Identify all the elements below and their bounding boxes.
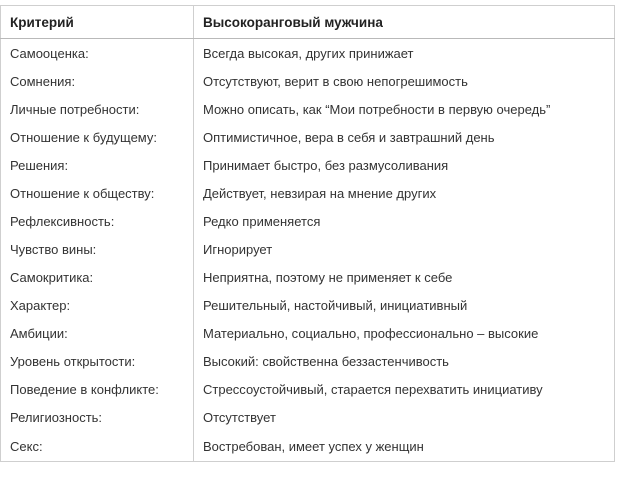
comparison-table <box>0 5 615 462</box>
description-cell: Действует, невзирая на мнение других <box>194 179 615 207</box>
criterion-cell: Амбиции: <box>1 319 194 347</box>
table-row <box>1 179 615 207</box>
description-cell: Стрессоустойчивый, старается перехватить инициативу <box>194 375 615 403</box>
description-cell: Принимает быстро, без размусоливания <box>194 151 615 179</box>
description-cell: Редко применяется <box>194 207 615 235</box>
table-row <box>1 95 615 123</box>
criterion-cell: Отношение к будущему: <box>1 123 194 151</box>
table-row <box>1 263 615 291</box>
description-cell: Материально, социально, профессионально – высокие <box>194 319 615 347</box>
criterion-cell: Уровень открытости: <box>1 347 194 375</box>
table-row <box>1 67 615 95</box>
criterion-cell: Самокритика: <box>1 263 194 291</box>
criterion-cell: Личные потребности: <box>1 95 194 123</box>
criterion-cell: Отношение к обществу: <box>1 179 194 207</box>
criterion-cell: Чувство вины: <box>1 235 194 263</box>
table-row <box>1 403 615 431</box>
description-cell: Неприятна, поэтому не применяет к себе <box>194 263 615 291</box>
description-cell: Отсутствуют, верит в свою непогрешимость <box>194 67 615 95</box>
criterion-cell: Поведение в конфликте: <box>1 375 194 403</box>
description-cell: Высокий: свойственна беззастенчивость <box>194 347 615 375</box>
table-row <box>1 207 615 235</box>
table-row <box>1 431 615 462</box>
criterion-cell: Секс: <box>1 431 194 462</box>
criterion-cell: Сомнения: <box>1 67 194 95</box>
table-row <box>1 347 615 375</box>
comparison-table-container <box>0 5 614 462</box>
table-header-row <box>1 6 615 39</box>
table-row <box>1 123 615 151</box>
description-cell: Решительный, настойчивый, инициативный <box>194 291 615 319</box>
header-criterion: Критерий <box>1 6 194 39</box>
criterion-cell: Решения: <box>1 151 194 179</box>
header-high-rank-man: Высокоранговый мужчина <box>194 6 615 39</box>
description-cell: Востребован, имеет успех у женщин <box>194 431 615 462</box>
table-row <box>1 235 615 263</box>
criterion-cell: Самооценка: <box>1 39 194 68</box>
description-cell: Всегда высокая, других принижает <box>194 39 615 68</box>
description-cell: Можно описать, как “Мои потребности в первую очередь” <box>194 95 615 123</box>
table-row <box>1 375 615 403</box>
table-row <box>1 319 615 347</box>
table-row <box>1 39 615 68</box>
criterion-cell: Характер: <box>1 291 194 319</box>
criterion-cell: Рефлексивность: <box>1 207 194 235</box>
table-row <box>1 291 615 319</box>
table-row <box>1 151 615 179</box>
description-cell: Оптимистичное, вера в себя и завтрашний день <box>194 123 615 151</box>
description-cell: Отсутствует <box>194 403 615 431</box>
description-cell: Игнорирует <box>194 235 615 263</box>
criterion-cell: Религиозность: <box>1 403 194 431</box>
